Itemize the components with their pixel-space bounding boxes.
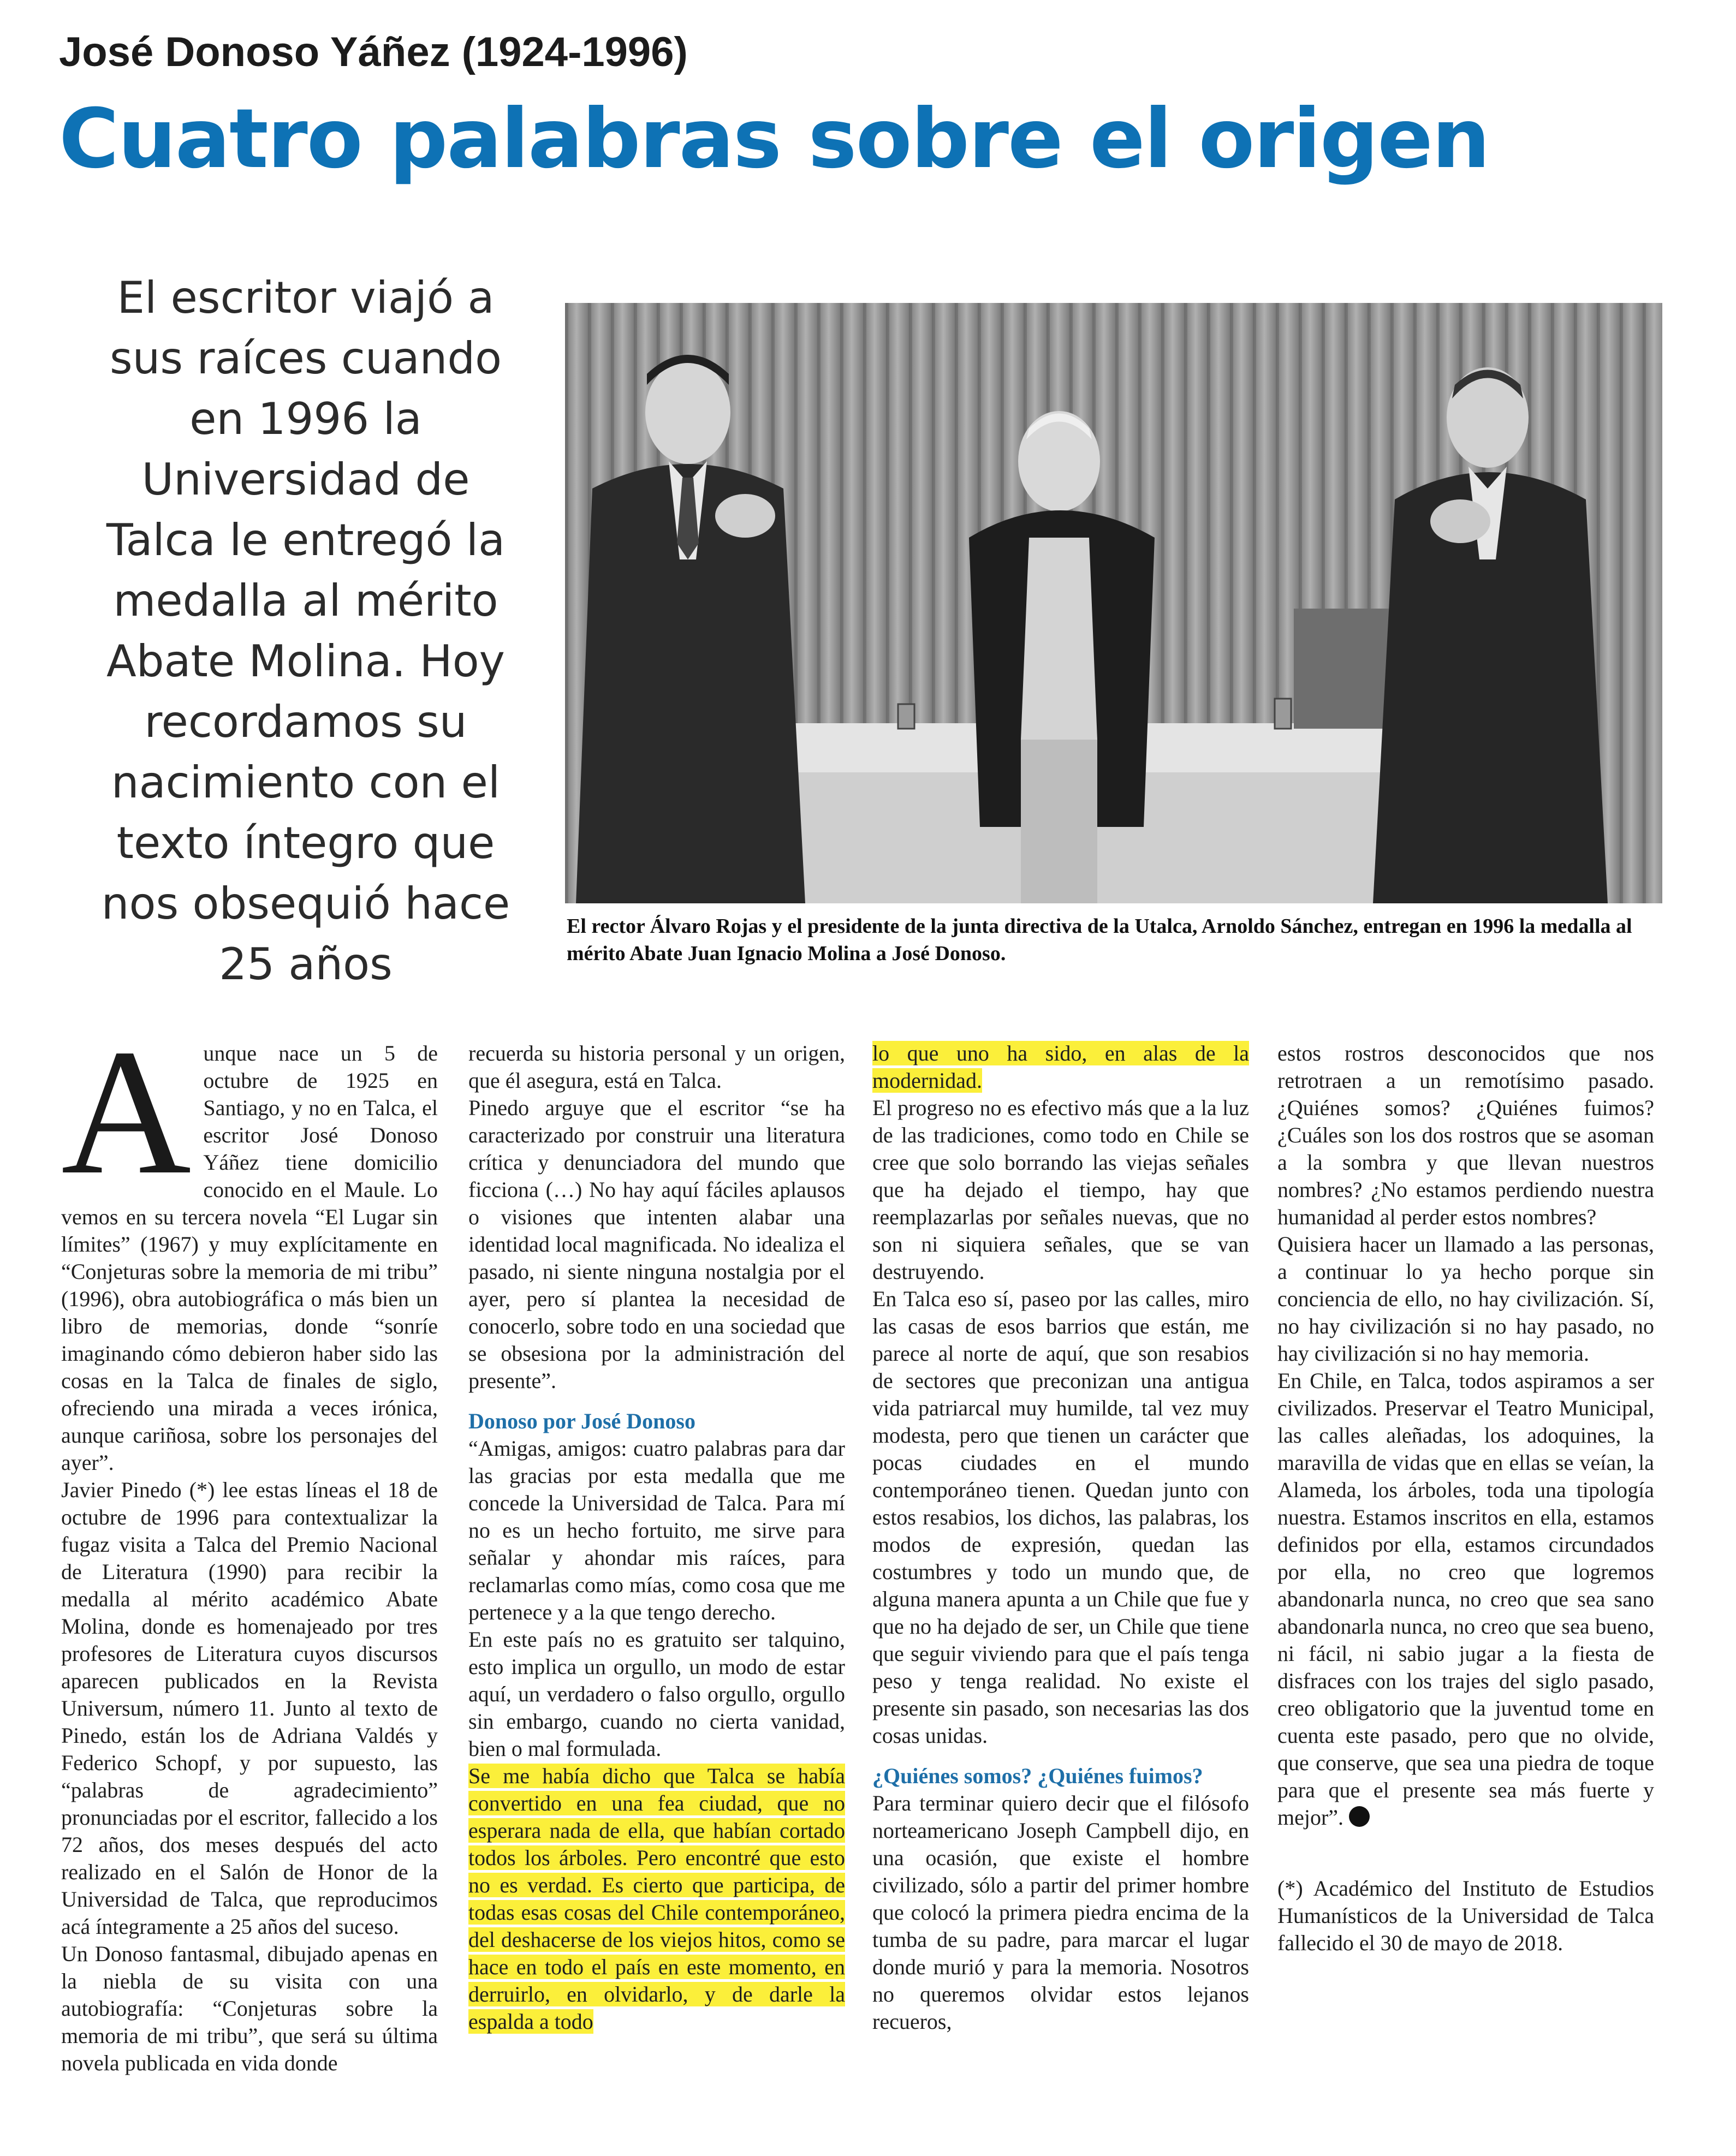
paragraph: recuerda su historia personal y un origen, que él asegura, está en Talca. <box>468 1041 845 1093</box>
paragraph: Quisiera hacer un llamado a las personas, a continuar lo ya hecho porque sin conciencia de ello, no hay civilización. Sí, no hay civilización si no hay pasado, no hay civilización si no hay memoria. <box>1277 1232 1654 1366</box>
article-column-3 <box>872 1040 1249 2035</box>
paragraph <box>1277 1367 1654 1831</box>
highlighted-paragraph <box>468 1762 845 2035</box>
article-column-4 <box>1277 1040 1654 1957</box>
highlighted-paragraph <box>872 1040 1249 1094</box>
photo <box>565 303 1662 903</box>
highlighted-text: lo que uno ha sido, en alas de la modernidad. <box>872 1041 1249 1093</box>
paragraph: Pinedo arguye que el escritor “se ha caracterizado por construir una literatura crítica y denunciadora del mundo que ficciona (…) No hay aquí fáciles aplausos o visiones que intenten alabar una identidad local magnificada. No idealiza el pasado, ni siente ninguna nostalgia por el ayer, pero sí plantea la necesidad de conocerlo, sobre todo en una sociedad que se obsesiona por la administración del presente”. <box>468 1095 845 1393</box>
paragraph: Un Donoso fantasmal, dibujado apenas en la niebla de su visita con una autobiografía: “Conjeturas sobre la memoria de mi tribu”, que será su última novela publicada en vida donde <box>61 1941 438 2075</box>
paragraph: En Talca eso sí, paseo por las calles, miro las casas de esos barrios que están, me parece al norte de aquí, que son resabios de sectores que preconizan una antigua vida patriarcal muy humilde, tal vez muy modesta, pero que tienen un carácter que pocas ciudades en el mundo contemporáneo tienen. Quedan junto con estos resabios, los dichos, las palabras, los modos de expresión, quedan las costumbres y todo un mundo que, de alguna manera apunta a un Chile que fue y que no ha dejado de ser, un Chile que tiene que seguir viviendo para que el país tenga peso y tenga realidad. No existe el presente sin pasado, son necesarias las dos cosas unidas. <box>872 1287 1249 1748</box>
footnote: (*) Académico del Instituto de Estudios Humanísticos de la Universidad de Talca fallecido el 30 de mayo de 2018. <box>1277 1876 1654 1955</box>
highlighted-text: Se me había dicho que Talca se había convertido en una fea ciudad, que no esperara nada de ella, que habían cortado todos los árboles. Pero encontré que esto no es verdad. Es cierto que participa, de todas esas cosas del Chile contemporáneo, del deshacerse de los viejos hitos, como se hace en todo el país en este momento, en derruirlo, en olvidarlo, y de darle la espalda a todo <box>468 1764 845 2034</box>
article-column-1 <box>61 1013 438 2077</box>
paragraph: En este país no es gratuito ser talquino, esto implica un orgullo, un modo de estar aquí, un verdadero o falso orgullo, orgullo sin embargo, cuando no cierta vanidad, bien o mal formulada. <box>468 1627 845 1761</box>
paragraph: El progreso no es efectivo más que a la luz de las tradiciones, como todo en Chile se cree que solo borrando las viejas señales que ha dejado el tiempo, hay que reemplazarlas por señales nuevas, que no son ni siquiera señales, que se van destruyendo. <box>872 1095 1249 1284</box>
article-column-2 <box>468 1040 845 2035</box>
paragraph: Javier Pinedo (*) lee estas líneas el 18 de octubre de 1996 para contextualizar la fugaz visita a Talca del Premio Nacional de Literatura (1990) para recibir la medalla al mérito académico Abate Molina, donde es homenajeado por tres profesores de Literatura cuyos discursos aparecen publicados en la Revista Universum, número 11. Junto al texto de Pinedo, están los de Adriana Valdés y Federico Schopf, y por supuesto, las “palabras de agradecimiento” pronunciadas por el escritor, fallecido a los 72 años, dos meses después del acto realizado en el Salón de Honor de la Universidad de Talca, que reproducimos acá íntegramente a 25 años del suceso. <box>61 1478 438 1939</box>
section-subheading: ¿Quiénes somos? ¿Quiénes fuimos? <box>872 1764 1203 1788</box>
section-subheading: Donoso por José Donoso <box>468 1409 695 1433</box>
kicker: José Donoso Yáñez (1924-1996) <box>59 29 688 75</box>
photo-caption: El rector Álvaro Rojas y el presidente de la junta directiva de la Utalca, Arnoldo Sánchez, entregan en 1996 la medalla al mérito Abate Juan Ignacio Molina a José Donoso. <box>567 915 1632 965</box>
paragraph: “Amigas, amigos: cuatro palabras para dar las gracias por esta medalla que me concede la Universidad de Talca. Para mí no es un hecho fortuito, me sirve para señalar y ahondar mis raíces, para reclamarlas como mías, como cosa que me pertenece y a la que tengo derecho. <box>468 1436 845 1624</box>
paragraph: unque nace un 5 de octubre de 1925 en Santiago, y no en Talca, el escritor José Donoso Yáñez tiene domicilio conocido en el Maule. Lo vemos en su tercera novela “El Lugar sin límites” (1967) y muy explícitamente en “Conjeturas sobre la memoria de mi tribu” (1996), obra autobiográfica o más bien un libro de memorias, donde “sonríe imaginando cómo debieron haber sido las cosas en la Talca de finales de siglo, ofreciendo una mirada a veces irónica, aunque cariñosa, sobre los personajes del ayer”. <box>61 1041 438 1475</box>
paragraph: estos rostros desconocidos que nos retrotraen a un remotísimo pasado. ¿Quiénes somos? ¿Quiénes fuimos? ¿Cuáles son los dos rostros que se asoman a la sombra y que llevan nuestros nombres? ¿No estamos perdiendo nuestra humanidad al perder estos nombres? <box>1277 1041 1654 1229</box>
headline: Cuatro palabras sobre el origen <box>59 92 1489 187</box>
dek: El escritor viajó a sus raíces cuando en 1996 la Universidad de Talca le entregó la medalla al mérito Abate Molina. Hoy recordamos su nacimiento con el texto íntegro que nos obsequió hace 25 años <box>101 272 510 990</box>
paragraph: Para terminar quiero decir que el filósofo norteamericano Joseph Campbell dijo, en una ocasión, que existe el hombre civilizado, sólo a partir del primer hombre que colocó la primera piedra encima de la tumba de su padre, para marcar el lugar donde murió y para la memoria. Nosotros no queremos olvidar estos lejanos recueros, <box>872 1791 1249 2034</box>
paragraph-text: En Chile, en Talca, todos aspiramos a ser civilizados. Preservar el Teatro Municipal, las calles aleñadas, los adoquines, la maravilla de vidas que en ellas se veían, la Alameda, los árboles, toda una tipología nuestra. Estamos inscritos en ella, estamos definidos por ella, estamos circundados por ella, no creo que logremos abandonarla nunca, no creo que sea sano abandonarla nunca, no creo que sea bueno, ni fácil, ni sabio jugar a la fiesta de disfraces con los trajes del siglo pasado, creo obligatorio que la juventud tome en cuenta este pasado, pero que no olvide, que conserve, que sea una piedra de toque para que el presente sea más fuerte y mejor”. <box>1277 1368 1654 1830</box>
end-mark-icon <box>1349 1806 1370 1827</box>
drop-cap: A <box>61 1013 192 1212</box>
